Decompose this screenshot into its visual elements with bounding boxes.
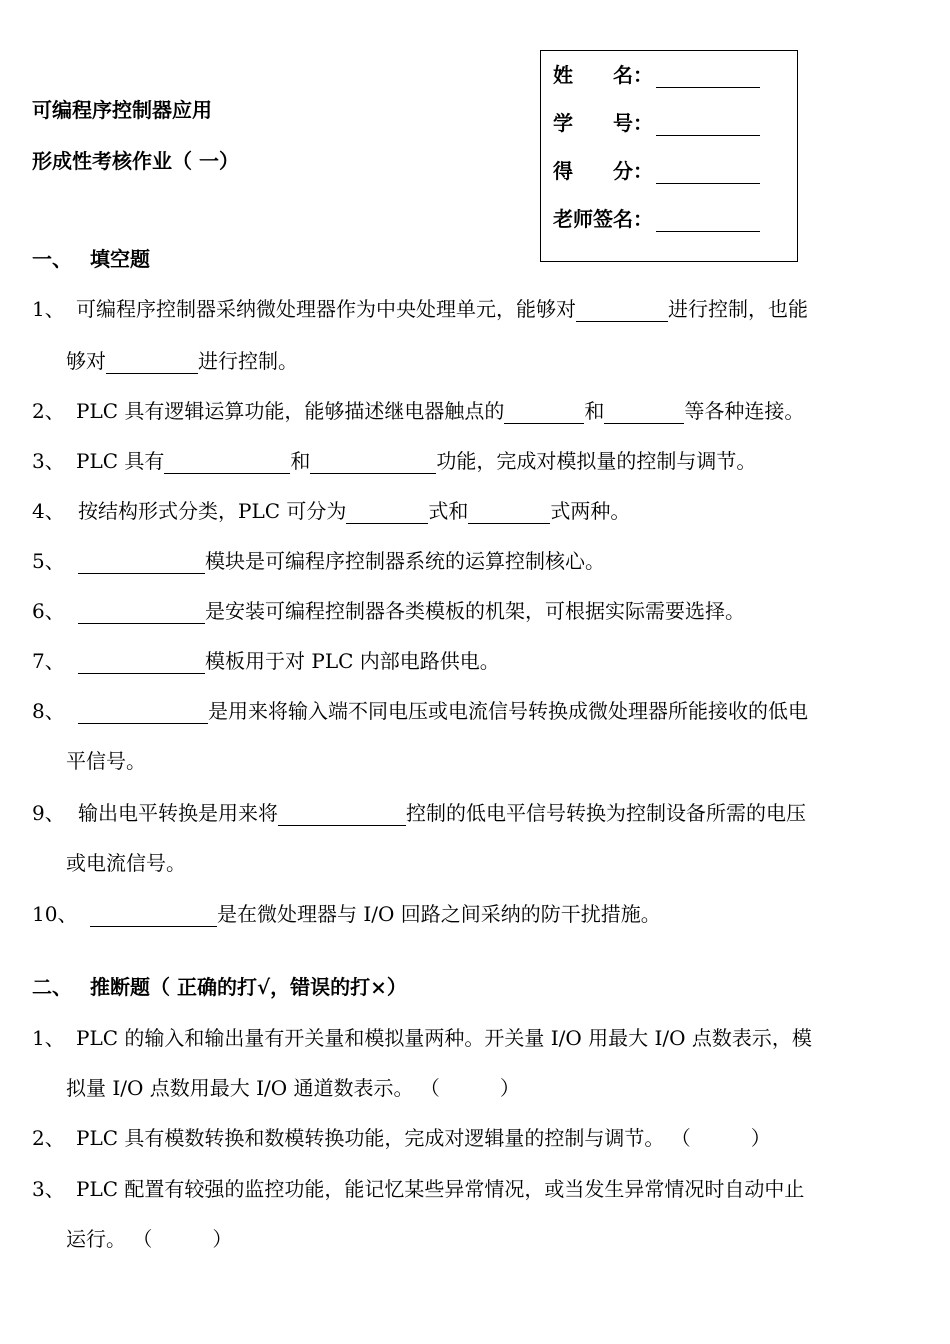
score-field[interactable] [656,165,760,184]
question-9-line-2: 或电流信号。 [66,851,186,875]
answer-blank[interactable] [90,908,217,927]
teacher-signature-field[interactable] [656,213,760,232]
answer-blank[interactable] [278,807,406,826]
question-1-line-1: 1、 可编程序控制器采纳微处理器作为中央处理单元，能够对 进行控制，也能 [32,297,808,321]
name-label: 姓 名： [553,63,653,87]
answer-blank[interactable] [78,555,205,574]
answer-blank[interactable] [468,505,550,524]
question-7: 7、 模板用于对 PLC 内部电路供电。 [32,649,500,673]
score-label: 得 分： [553,159,653,183]
student-info-box [540,50,798,262]
answer-blank[interactable] [576,303,668,322]
question-6: 6、 是安装可编程控制器各类模板的机架，可根据实际需要选择。 [32,599,745,623]
answer-blank[interactable] [346,505,428,524]
score-row [553,155,760,184]
answer-blank[interactable] [604,405,684,424]
question-3: 3、 PLC 具有 和 功能，完成对模拟量的控制与调节。 [32,449,757,473]
answer-blank[interactable] [504,405,584,424]
tf-question-2: 2、 PLC 具有模数转换和数模转换功能，完成对逻辑量的控制与调节。 （ ） [32,1126,771,1150]
doc-subtitle: 形成性考核作业（ 一） [32,149,239,173]
tf-question-1-line-2: 拟量 I/O 点数用最大 I/O 通道数表示。 （ ） [66,1076,520,1100]
answer-blank[interactable] [106,355,198,374]
name-row [553,59,760,88]
answer-blank[interactable] [78,705,208,724]
question-5: 5、 模块是可编程序控制器系统的运算控制核心。 [32,549,605,573]
teacher-label: 老师签名： [553,207,653,231]
question-8-line-1: 8、 是用来将输入端不同电压或电流信号转换成微处理器所能接收的低电 [32,699,808,723]
name-field[interactable] [656,69,760,88]
tf-question-1-line-1: 1、 PLC 的输入和输出量有开关量和模拟量两种。开关量 I/O 用最大 I/O 点数表示，模 [32,1026,812,1050]
question-1-line-2: 够对 进行控制。 [66,349,298,373]
section-title: 填空题 [90,247,150,271]
section-heading-true-false [32,971,407,1000]
tf-question-3-line-2: 运行。 （ ） [66,1227,233,1251]
id-label: 学 号： [553,111,653,135]
question-10: 10、 是在微处理器与 I/O 回路之间采纳的防干扰措施。 [32,902,661,926]
section-number: 一、 [32,247,72,271]
section-heading-fill-blank [32,243,150,272]
question-2: 2、 PLC 具有逻辑运算功能，能够描述继电器触点的 和 等各种连接。 [32,399,805,423]
question-8-line-2: 平信号。 [66,749,146,773]
question-9-line-1: 9、 输出电平转换是用来将 控制的低电平信号转换为控制设备所需的电压 [32,801,806,825]
answer-blank[interactable] [78,605,205,624]
question-4: 4、 按结构形式分类，PLC 可分为 式和 式两种。 [32,499,631,523]
answer-blank[interactable] [78,655,205,674]
teacher-row [553,203,760,232]
id-row [553,107,760,136]
section-number: 二、 [32,975,72,999]
section-title: 推断题（ 正确的打√，错误的打×） [90,975,407,999]
answer-blank[interactable] [164,455,290,474]
doc-title: 可编程序控制器应用 [32,98,212,122]
answer-blank[interactable] [310,455,436,474]
tf-question-3-line-1: 3、 PLC 配置有较强的监控功能，能记忆某些异常情况，或当发生异常情况时自动中止 [32,1177,805,1201]
id-field[interactable] [656,117,760,136]
